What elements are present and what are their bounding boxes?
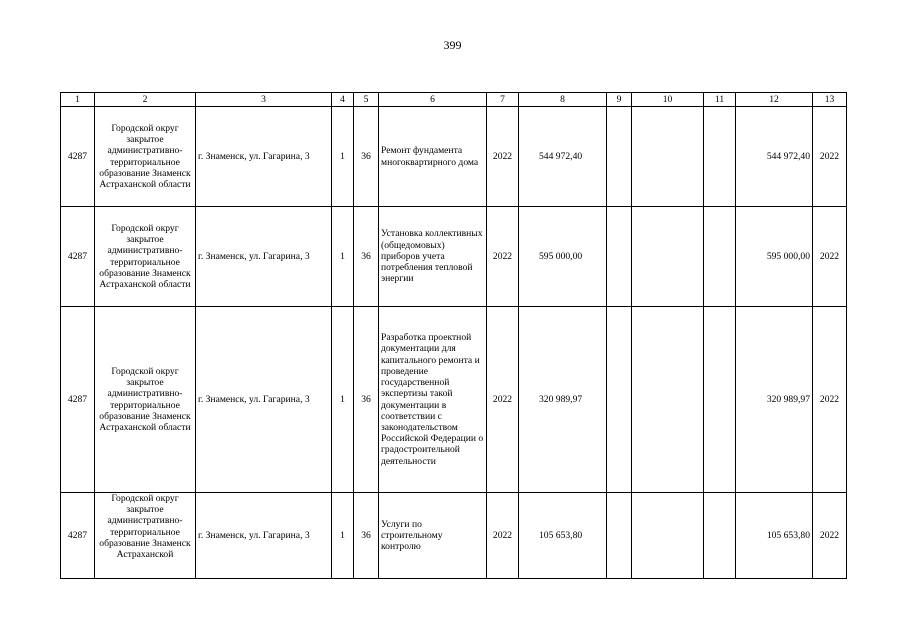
cell-address: г. Знаменск, ул. Гагарина, 3	[196, 207, 332, 307]
cell-org: Городской округ закрытое административно-территориальное образование Знаменск Астраханской области	[95, 307, 196, 493]
header-cell-5: 5	[354, 93, 379, 107]
header-cell-4: 4	[332, 93, 354, 107]
table-row	[61, 107, 847, 207]
header-cell-10: 10	[632, 93, 704, 107]
cell-org: Городской округ закрытое административно-территориальное образование Знаменск Астраханской	[95, 493, 196, 579]
cell-address: г. Знаменск, ул. Гагарина, 3	[196, 493, 332, 579]
cell-org: Городской округ закрытое административно-территориальное образование Знаменск Астраханской области	[95, 107, 196, 207]
cell-address: г. Знаменск, ул. Гагарина, 3	[196, 307, 332, 493]
header-cell-8: 8	[519, 93, 607, 107]
cell-year: 2022	[487, 207, 519, 307]
cell-col5: 36	[354, 493, 379, 579]
data-table	[60, 92, 847, 579]
cell-amount: 320 989,97	[519, 307, 607, 493]
cell-total: 320 989,97	[736, 307, 813, 493]
table-row	[61, 207, 847, 307]
table-row	[61, 493, 847, 579]
cell-work: Установка коллективных (общедомовых) приборов учета потребления тепловой энергии	[379, 207, 487, 307]
cell-year-end: 2022	[813, 207, 847, 307]
header-cell-1: 1	[61, 93, 95, 107]
cell-amount: 595 000,00	[519, 207, 607, 307]
cell-col4: 1	[332, 207, 354, 307]
cell-id: 4287	[61, 493, 95, 579]
table-row	[61, 307, 847, 493]
cell-total: 105 653,80	[736, 493, 813, 579]
cell-col10	[632, 307, 704, 493]
cell-address: г. Знаменск, ул. Гагарина, 3	[196, 107, 332, 207]
cell-col4: 1	[332, 493, 354, 579]
header-cell-12: 12	[736, 93, 813, 107]
cell-col5: 36	[354, 307, 379, 493]
cell-col11	[704, 307, 736, 493]
cell-amount: 105 653,80	[519, 493, 607, 579]
cell-amount: 544 972,40	[519, 107, 607, 207]
cell-year-end: 2022	[813, 107, 847, 207]
header-cell-3: 3	[196, 93, 332, 107]
cell-col10	[632, 493, 704, 579]
header-row	[61, 93, 847, 107]
header-cell-9: 9	[607, 93, 632, 107]
cell-col9	[607, 493, 632, 579]
cell-total: 595 000,00	[736, 207, 813, 307]
header-cell-2: 2	[95, 93, 196, 107]
cell-id: 4287	[61, 207, 95, 307]
cell-col9	[607, 107, 632, 207]
cell-id: 4287	[61, 107, 95, 207]
cell-year: 2022	[487, 493, 519, 579]
cell-col9	[607, 307, 632, 493]
cell-col9	[607, 207, 632, 307]
cell-col10	[632, 107, 704, 207]
cell-year: 2022	[487, 107, 519, 207]
cell-col5: 36	[354, 207, 379, 307]
cell-year-end: 2022	[813, 493, 847, 579]
cell-col11	[704, 207, 736, 307]
header-cell-6: 6	[379, 93, 487, 107]
cell-col4: 1	[332, 107, 354, 207]
cell-year: 2022	[487, 307, 519, 493]
cell-col11	[704, 493, 736, 579]
cell-col4: 1	[332, 307, 354, 493]
cell-work: Разработка проектной документации для капитального ремонта и проведение государственной экспертизы такой документации в соответствии с законодательством Российской Федерации о градостроительной деятельности	[379, 307, 487, 493]
header-cell-13: 13	[813, 93, 847, 107]
header-cell-11: 11	[704, 93, 736, 107]
cell-col10	[632, 207, 704, 307]
header-cell-7: 7	[487, 93, 519, 107]
cell-year-end: 2022	[813, 307, 847, 493]
cell-work: Ремонт фундамента многоквартирного дома	[379, 107, 487, 207]
cell-id: 4287	[61, 307, 95, 493]
page-number: 399	[443, 38, 462, 52]
cell-col5: 36	[354, 107, 379, 207]
cell-org: Городской округ закрытое административно-территориальное образование Знаменск Астраханской области	[95, 207, 196, 307]
cell-work: Услуги по строительному контролю	[379, 493, 487, 579]
cell-total: 544 972,40	[736, 107, 813, 207]
cell-col11	[704, 107, 736, 207]
